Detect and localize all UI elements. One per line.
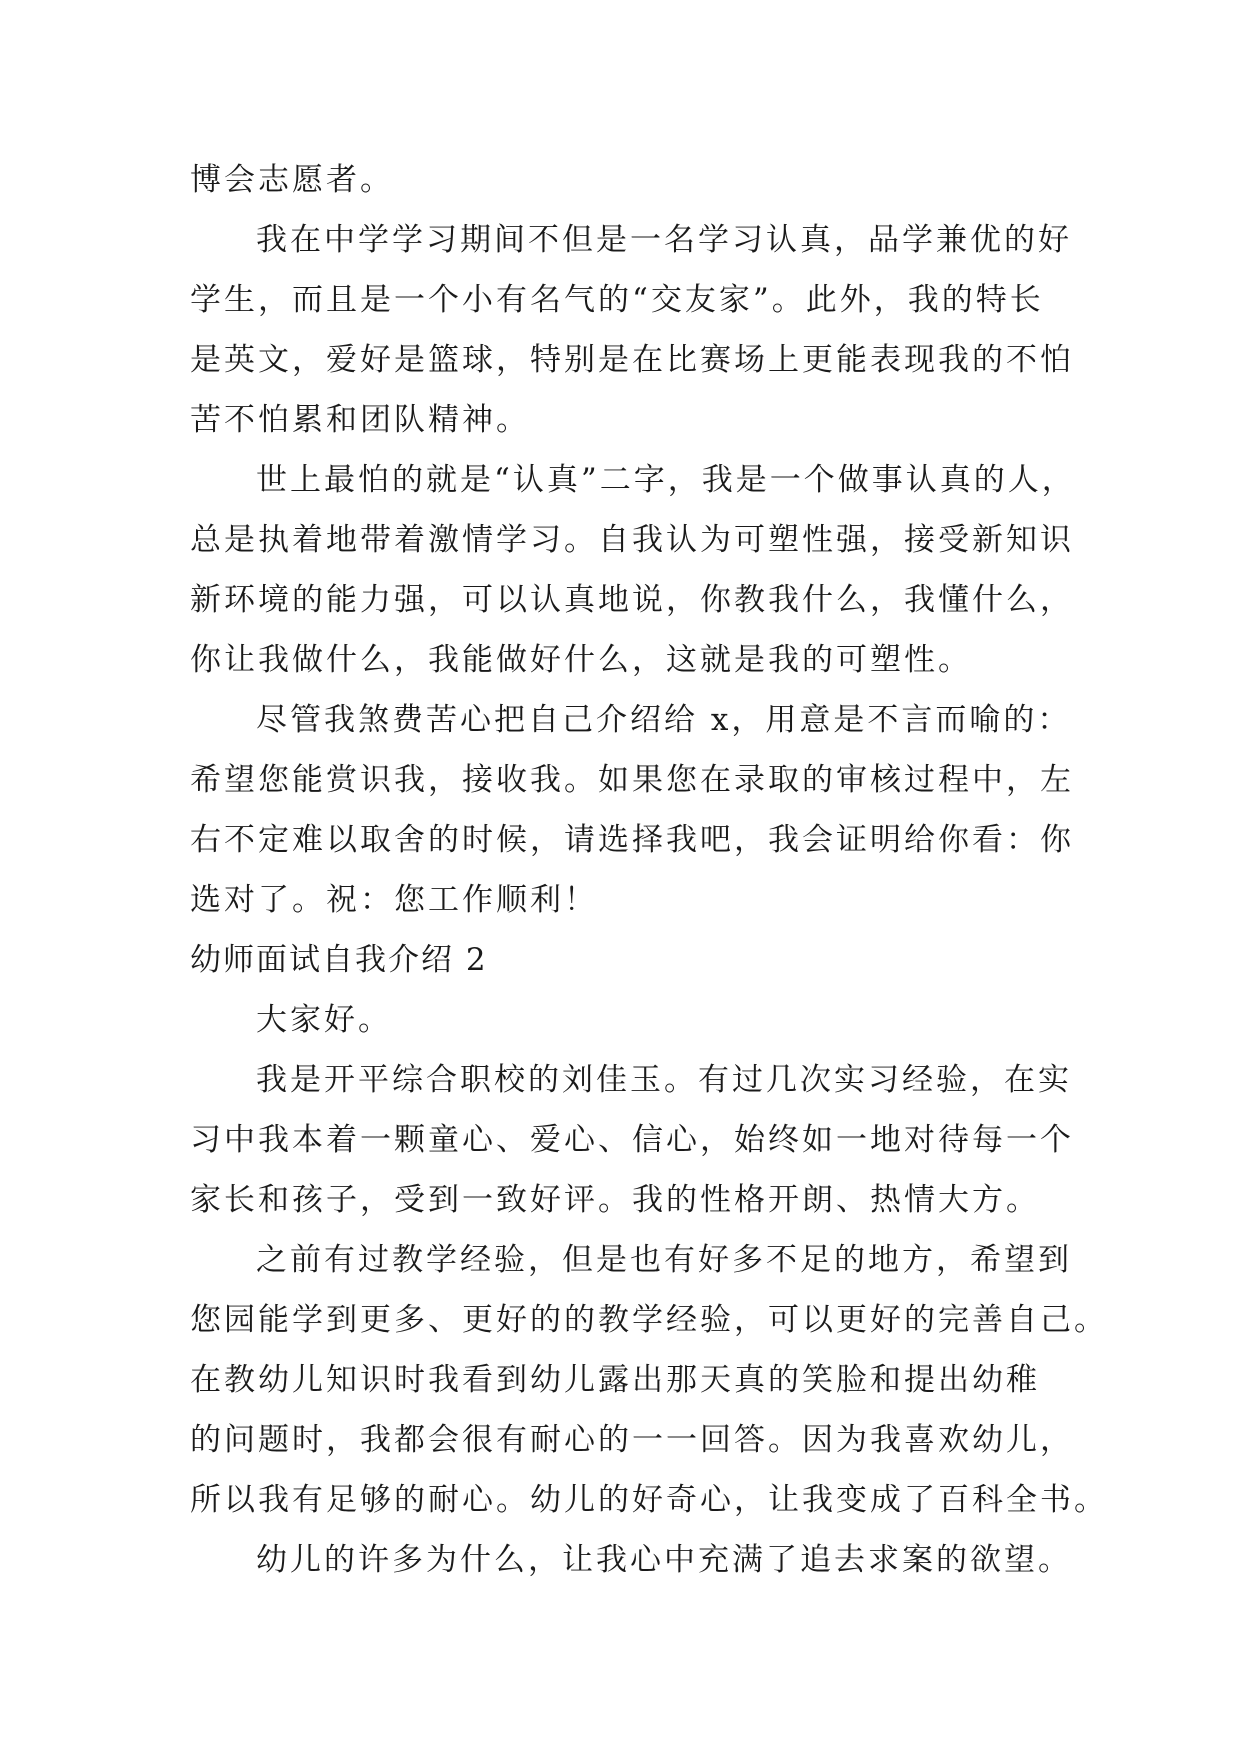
paragraph-line: 在教幼儿知识时我看到幼儿露出那天真的笑脸和提出幼稚	[190, 1362, 1040, 1398]
paragraph-line: 是英文，爱好是篮球，特别是在比赛场上更能表现我的不怕	[190, 342, 1074, 378]
paragraph-line: 博会志愿者。	[190, 162, 394, 198]
greeting-line: 大家好。	[256, 1002, 392, 1038]
document-body	[190, 150, 1108, 1590]
paragraph-line: 你让我做什么，我能做好什么，这就是我的可塑性。	[190, 642, 972, 678]
paragraph-line: 右不定难以取舍的时候，请选择我吧，我会证明给你看：你	[190, 822, 1074, 858]
paragraph-line: 之前有过教学经验，但是也有好多不足的地方，希望到	[256, 1242, 1072, 1278]
section-heading: 幼师面试自我介绍 2	[190, 942, 488, 978]
paragraph-line: 选对了。祝：您工作顺利！	[190, 882, 598, 918]
paragraph-line: 学生，而且是一个小有名气的“交友家”。此外，我的特长	[190, 282, 1044, 318]
paragraph-line: 总是执着地带着激情学习。自我认为可塑性强，接受新知识	[190, 522, 1074, 558]
paragraph-line: 苦不怕累和团队精神。	[190, 402, 530, 438]
paragraph-line: 尽管我煞费苦心把自己介绍给 x，用意是不言而喻的：	[256, 702, 1072, 738]
paragraph-line: 家长和孩子，受到一致好评。我的性格开朗、热情大方。	[190, 1182, 1040, 1218]
paragraph-line: 幼儿的许多为什么，让我心中充满了追去求案的欲望。	[256, 1542, 1072, 1578]
paragraph-line: 我是开平综合职校的刘佳玉。有过几次实习经验，在实	[256, 1062, 1072, 1098]
paragraph-line: 您园能学到更多、更好的的教学经验，可以更好的完善自己。	[190, 1302, 1108, 1338]
paragraph-line: 世上最怕的就是“认真”二字，我是一个做事认真的人，	[256, 462, 1076, 498]
paragraph-line: 习中我本着一颗童心、爱心、信心，始终如一地对待每一个	[190, 1122, 1074, 1158]
paragraph-line: 我在中学学习期间不但是一名学习认真，品学兼优的好	[256, 222, 1072, 258]
paragraph-line: 所以我有足够的耐心。幼儿的好奇心，让我变成了百科全书。	[190, 1482, 1108, 1518]
paragraph-line: 希望您能赏识我，接收我。如果您在录取的审核过程中，左	[190, 762, 1074, 798]
paragraph-line: 的问题时，我都会很有耐心的一一回答。因为我喜欢幼儿，	[190, 1422, 1074, 1458]
paragraph-line: 新环境的能力强，可以认真地说，你教我什么，我懂什么，	[190, 582, 1074, 618]
